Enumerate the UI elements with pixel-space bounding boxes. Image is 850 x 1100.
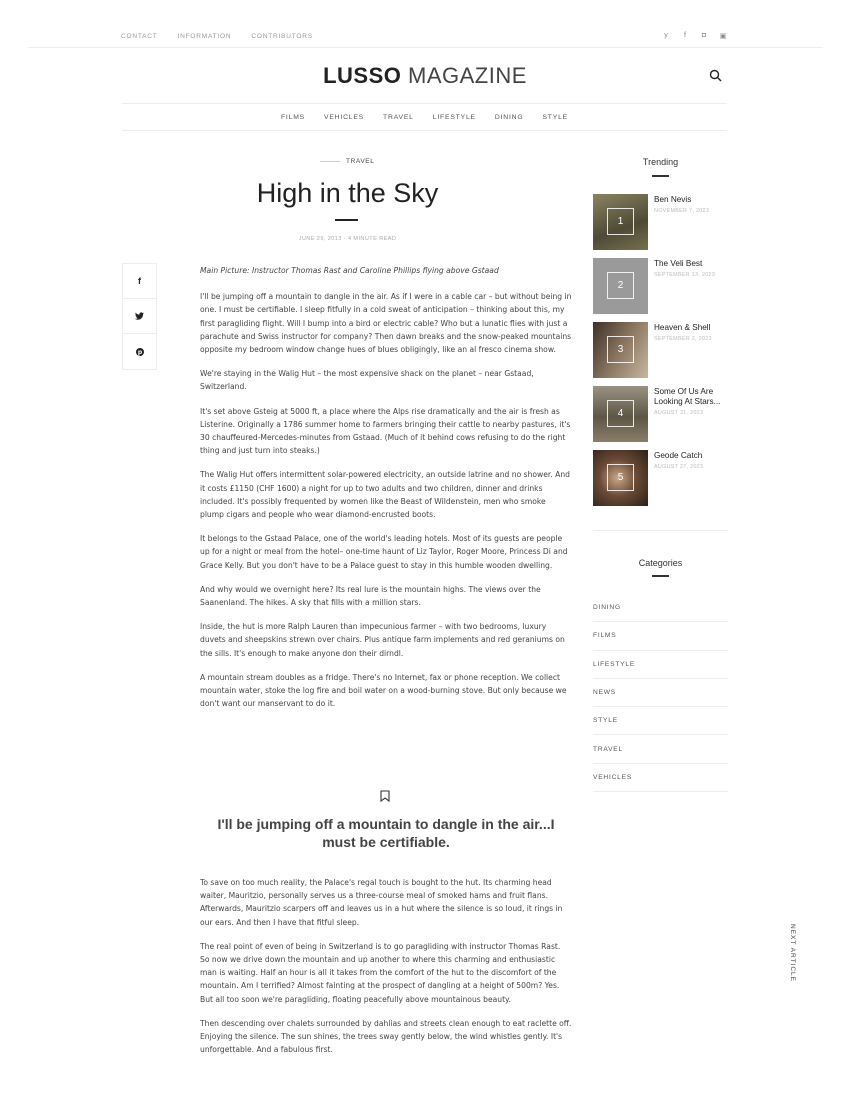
trending-thumbnail[interactable] (593, 258, 648, 314)
trending-date: SEPTEMBER 2, 2023 (654, 336, 712, 342)
nav-item-vehicles[interactable]: VEHICLES (324, 113, 365, 121)
trending-number: 3 (607, 336, 634, 363)
trending-thumbnail[interactable] (593, 194, 648, 250)
bookmark-icon[interactable] (380, 790, 390, 802)
site-logo[interactable] (0, 63, 850, 89)
facebook-share-button[interactable] (123, 264, 156, 299)
article-paragraph: A mountain stream doubles as a fridge. There's no Internet, fax or phone reception. We collect mountain water, stoke the log fire and boil water on a wood-burning stove. But only because we don't want our manservant to do it. (200, 672, 567, 709)
svg-text:p: p (137, 348, 142, 356)
facebook-icon: f (138, 276, 141, 286)
category-link-vehicles[interactable]: VEHICLES (593, 764, 728, 792)
nav-item-style[interactable]: STYLE (542, 113, 569, 121)
categories-heading: Categories (638, 558, 683, 568)
category-link-lifestyle[interactable]: LIFESTYLE (593, 651, 728, 679)
trending-number: 5 (607, 464, 634, 491)
trending-date: NOVEMBER 7, 2023 (654, 208, 710, 214)
top-bar (28, 28, 823, 48)
logo-light-text: MAGAZINE (408, 63, 527, 88)
trending-item[interactable] (593, 258, 728, 314)
category-link-style[interactable]: STYLE (593, 707, 728, 735)
article-meta: JUNE 29, 2013 · 4 MINUTE READ (298, 236, 397, 242)
next-article-label: NEXT ARTICLE (789, 924, 796, 982)
trending-title[interactable]: Heaven & Shell (654, 323, 711, 332)
title-divider (335, 219, 358, 221)
article-paragraph: It's set above Gsteig at 5000 ft, a place where the Alps rise dramatically and the air is fresh as Listerine. Originally a 1786 summer home to farmers bringing their cattle to nearby pastures, it's 30 chauffeured-Mercedes-minutes from Gstaad. (Much of it behind cows refusing to do the right thing and just turn into steaks.) (200, 406, 571, 456)
instagram-icon[interactable]: ◘ (701, 32, 707, 39)
trending-item[interactable] (593, 194, 728, 250)
trending-number: 1 (607, 208, 634, 235)
trending-date: AUGUST 31, 2023 (654, 410, 704, 416)
twitter-share-button[interactable] (123, 299, 156, 334)
pinterest-share-button[interactable] (123, 334, 156, 369)
trending-date: SEPTEMBER 13, 2023 (654, 272, 716, 278)
category-link-dining[interactable]: DINING (593, 594, 728, 622)
trending-item[interactable] (593, 386, 728, 442)
twitter-icon[interactable]: y (664, 32, 668, 39)
trending-number: 4 (607, 400, 634, 427)
image-caption: Main Picture: Instructor Thomas Rast and Caroline Phillips flying above Gstaad (200, 266, 499, 275)
category-link-news[interactable]: NEWS (593, 679, 728, 707)
trending-heading: Trending (642, 157, 679, 167)
category-link-travel[interactable]: TRAVEL (593, 735, 728, 763)
trending-divider (652, 175, 669, 177)
article-paragraph: To save on too much reality, the Palace's regal touch is bought to the hut. Its charming head waiter, Mauritzio, personally serves us a three-course meal of smoked hams and fruit flans. Afterwards, Mauritzio scarpers off and leaves us in a hut where the silence is so loud, it rings in our ears. And then I have that fitful sleep. (200, 878, 563, 927)
social-links (662, 32, 727, 40)
article-paragraph: It belongs to the Gstaad Palace, one of the world's leading hotels. Most of its guests are people up for a night or meal from the hotel– one-time haunt of Liz Taylor, Roger Moore, Princess Di and Grace Kelly. But you don't have to be a Palace guest to stay in this humble wooden dwelling. (200, 534, 568, 570)
article-body-continued (200, 876, 572, 1067)
article-paragraph: We're staying in the Walig Hut – the most expensive shack on the planet – near Gstaad, Switzerland. (200, 369, 534, 392)
trending-title[interactable]: The Veli Best (654, 259, 703, 268)
trending-number: 2 (607, 272, 634, 299)
article-title: High in the Sky (256, 178, 439, 208)
category-line (320, 161, 340, 162)
categories-list (593, 594, 728, 792)
category-link-films[interactable]: FILMS (593, 622, 728, 650)
youtube-icon[interactable]: ▣ (719, 33, 727, 40)
nav-item-dining[interactable]: DINING (494, 113, 524, 121)
top-nav (121, 33, 313, 40)
nav-item-travel[interactable]: TRAVEL (383, 113, 414, 121)
article-category[interactable] (320, 158, 400, 165)
article-paragraph: Then descending over chalets surrounded by dahlias and streets clean enough to eat raclette off. Enjoying the silence. The sun shines, the trees sway gently below, the wind whistles gently. It's unforgettable. And a fabulous first. (200, 1018, 572, 1055)
twitter-icon (135, 312, 144, 320)
categories-divider (652, 575, 669, 577)
article-paragraph: The real point of even of being in Switzerland is to go paragliding with instructor Thomas Rast. So now we drive down the mountain and up another to where this charming and enthusiastic man is waiting. Half an hour is all it takes from the comfort of the hut to the discomfort of the mountain. Am I terrified? Almost fainting at the prospect of dangling at a height of 500m? Yes. But all too soon we're paragliding, floating peacefully above mountainous beauty. (200, 941, 561, 1004)
sidebar-divider (593, 530, 728, 531)
top-link-information[interactable]: INFORMATION (177, 33, 232, 40)
article-paragraph: And why would we overnight here? Its real lure is the mountain highs. The views over the Saanenland. The hikes. A sky that fills with a million stars. (200, 584, 541, 608)
top-link-contact[interactable]: CONTACT (121, 33, 158, 40)
trending-title[interactable]: Some Of Us Are Looking At Stars... (654, 387, 721, 406)
top-link-contributors[interactable]: CONTRIBUTORS (251, 33, 313, 40)
trending-title[interactable]: Ben Nevis (654, 195, 692, 204)
article-paragraph: Inside, the hut is more Ralph Lauren than impecunious farmer – with two bedrooms, luxury duvets and sheepskins strewn over chairs. Plus antique farm implements and red geraniums on the sills. It's enough to make anyone don their dirndl. (200, 622, 565, 658)
main-nav (122, 103, 727, 131)
facebook-icon[interactable]: f (684, 32, 686, 39)
logo-bold-text: LUSSO (323, 63, 402, 88)
nav-item-films[interactable]: FILMS (280, 113, 305, 121)
article-body (200, 264, 572, 721)
category-label: TRAVEL (346, 158, 375, 165)
nav-item-lifestyle[interactable]: LIFESTYLE (432, 113, 476, 121)
trending-thumbnail[interactable] (593, 322, 648, 378)
trending-item[interactable] (593, 450, 728, 506)
pull-quote: I'll be jumping off a mountain to dangle in the air...I must be certifiable. (217, 816, 555, 850)
share-bar (122, 263, 157, 370)
article-paragraph: I'll be jumping off a mountain to dangle in the air. As if I were in a cable car – but without being in one. I must be certifiable. I sleep fitfully in a cold sweat of anticipation – thinking about this, my first paragliding flight. Will I bump into a bird or electric cable? Who but a lunatic flies with just a parachute and Swiss instructor for company? Then dawn breaks and the snow-peaked mountains opposite my bedroom window change hues of blues obligingly, like an al fresco cinema show. (200, 292, 572, 355)
trending-date: AUGUST 27, 2023 (654, 464, 704, 470)
pinterest-icon (136, 348, 144, 356)
next-article-link[interactable] (775, 924, 815, 984)
search-icon[interactable] (709, 69, 722, 82)
trending-item[interactable] (593, 322, 728, 378)
article-paragraph: The Walig Hut offers intermittent solar-powered electricity, an outside latrine and no shower. And it costs £1150 (CHF 1600) a night for up to two adults and two children, dinner and drinks included. It's possibly frequented by women like the Beast of Wildenstein, men who smoke plump cigars and people who wear diamond-encrusted boots. (200, 470, 571, 520)
trending-title[interactable]: Geode Catch (654, 451, 703, 460)
trending-thumbnail[interactable] (593, 386, 648, 442)
trending-thumbnail[interactable] (593, 450, 648, 506)
